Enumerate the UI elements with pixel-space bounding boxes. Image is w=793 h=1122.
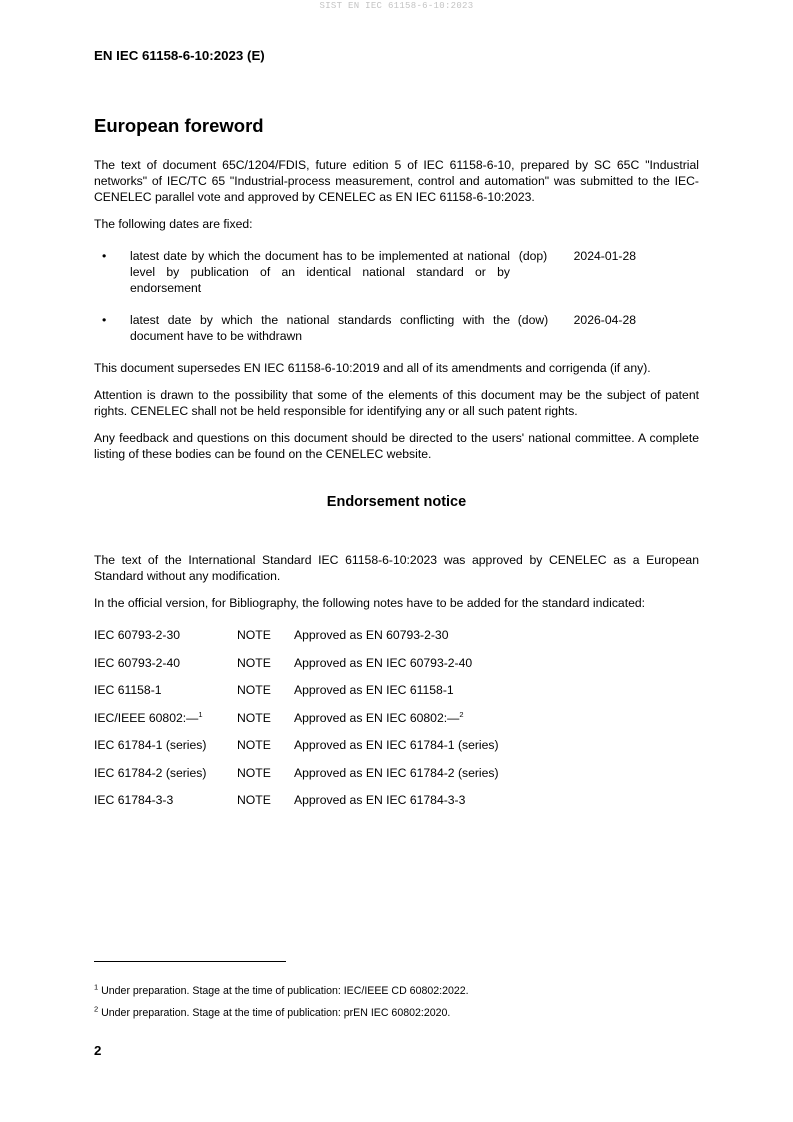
dates-intro: The following dates are fixed:	[94, 217, 253, 231]
approved-cell: Approved as EN IEC 60802:—$^2$	[294, 709, 464, 725]
table-row	[94, 737, 499, 765]
date-value: 2026-04-28	[573, 313, 636, 327]
footnote-ref[interactable]: 2	[459, 709, 464, 719]
page-number: 2	[94, 1043, 102, 1058]
table-row	[94, 710, 499, 738]
approved-cell: Approved as EN 60793-2-30	[294, 628, 449, 642]
endorsement-paragraph-2: In the official version, for Bibliography, the following notes have to be added for the standard indicated:	[94, 596, 646, 610]
footnote-ref[interactable]: 1	[198, 709, 203, 719]
table-row	[94, 792, 499, 820]
footnote-2	[94, 1006, 699, 1020]
footnote-text: Under preparation. Stage at the time of publication: IEC/IEEE CD 60802:2022.	[98, 985, 469, 997]
foreword-title: European foreword	[94, 115, 264, 136]
approved-cell: Approved as EN IEC 61784-1 (series)	[294, 738, 499, 752]
table-row	[94, 627, 499, 655]
footnote-number: 2	[94, 1004, 99, 1014]
document-watermark: SIST EN IEC 61158-6-10:2023	[319, 1, 474, 11]
standard-cell: IEC/IEEE 60802:—$^1$	[94, 709, 203, 725]
note-cell: NOTE	[237, 765, 271, 780]
standard-cell: IEC 60793-2-30	[94, 628, 181, 642]
approved-cell: Approved as EN IEC 61158-1	[294, 683, 454, 697]
standard-cell: IEC 60793-2-40	[94, 655, 181, 670]
approved-cell: Approved as EN IEC 61784-3-3	[294, 793, 466, 807]
table-row	[94, 682, 499, 710]
note-cell: NOTE	[237, 710, 271, 725]
note-cell: NOTE	[237, 655, 271, 670]
foreword-paragraph-1: The text of document 65C/1204/FDIS, future edition 5 of IEC 61158-6-10, prepared by SC 65C "Industrial networks" of IEC/TC 65 "Industrial-process measurement, control and automation" was submitted to the IEC-CENELEC parallel vote and approved by CENELEC as EN IEC 61158-6-10:2023.	[94, 158, 699, 204]
bullet-icon: •	[102, 313, 107, 327]
document-header: EN IEC 61158-6-10:2023 (E)	[94, 48, 265, 63]
date-row-dow	[94, 312, 699, 344]
table-row	[94, 655, 499, 683]
bibliography-table	[94, 627, 499, 820]
standard-cell: IEC 61158-1	[94, 683, 162, 697]
note-cell: NOTE	[237, 793, 271, 807]
note-cell: NOTE	[237, 628, 271, 642]
endorsement-title: Endorsement notice	[326, 494, 467, 510]
note-cell: NOTE	[237, 738, 271, 752]
foreword-paragraph-3: Attention is drawn to the possibility that some of the elements of this document may be the subject of patent rights. CENELEC shall not be held responsible for identifying any or all such patent rights.	[94, 388, 699, 418]
date-description: latest date by which the document has to be implemented at national level by publication of an identical national standard or by endorsement	[130, 249, 510, 295]
page-content	[94, 115, 699, 820]
standard-cell: IEC 61784-1 (series)	[94, 738, 207, 752]
date-code: (dop)	[518, 249, 548, 263]
footnote-text: Under preparation. Stage at the time of publication: prEN IEC 60802:2020.	[98, 1007, 451, 1019]
standard-cell: IEC 61784-2 (series)	[94, 765, 207, 780]
approved-cell: Approved as EN IEC 61784-2 (series)	[294, 765, 499, 780]
date-code: (dow)	[517, 313, 549, 327]
footnotes	[94, 984, 699, 1028]
standard-cell: IEC 61784-3-3	[94, 793, 174, 807]
table-row	[94, 765, 499, 793]
endorsement-paragraph-1: The text of the International Standard IEC 61158-6-10:2023 was approved by CENELEC as a European Standard without any modification.	[94, 553, 699, 583]
note-cell: NOTE	[237, 683, 271, 697]
date-description: latest date by which the national standards conflicting with the document have to be withdrawn	[130, 313, 510, 343]
footnote-1	[94, 984, 699, 998]
foreword-paragraph-4: Any feedback and questions on this document should be directed to the users' national committee. A complete listing of these bodies can be found on the CENELEC website.	[94, 431, 699, 461]
foreword-paragraph-2: This document supersedes EN IEC 61158-6-10:2019 and all of its amendments and corrigenda (if any).	[94, 361, 651, 375]
date-row-dop	[94, 248, 699, 296]
bullet-icon: •	[102, 249, 107, 263]
footnote-number: 1	[94, 982, 99, 992]
date-value: 2024-01-28	[573, 249, 636, 263]
footnote-separator	[94, 961, 286, 962]
approved-cell: Approved as EN IEC 60793-2-40	[294, 655, 473, 670]
